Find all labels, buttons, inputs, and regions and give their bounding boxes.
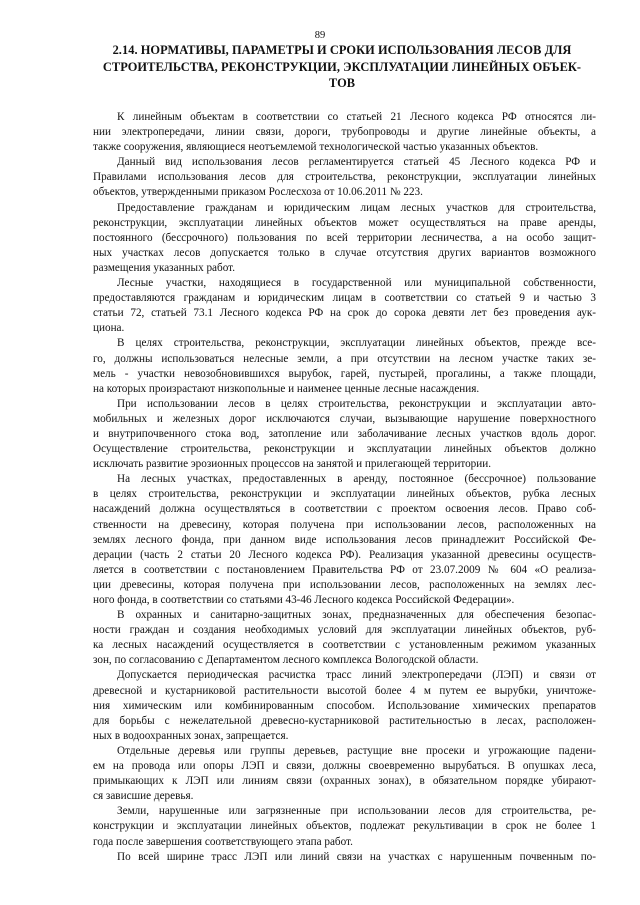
text-line: ных участках лесов допускается только в случае отсутствия других вариантов возможного [93,246,596,259]
heading-line: 2.14. НОРМАТИВЫ, ПАРАМЕТРЫ И СРОКИ ИСПОЛЬЗОВАНИЯ ЛЕСОВ ДЛЯ [112,43,572,57]
text-line: статьи 72, статьей 73.1 Лесного кодекса РФ на срок до сорока девяти лет без проведения аук- [93,307,596,320]
text-line: На лесных участках, предоставленных в аренду, постоянное (бессрочное) пользование [117,473,596,486]
paragraph [93,110,596,155]
paragraph [93,336,596,396]
text-line: постоянного (бессрочного) пользования по всей территории лесничества, а на особо защит- [93,231,596,244]
text-line: Осуществление строительства, реконструкции и эксплуатации линейных объектов должно [93,443,596,456]
text-line: года после завершения соответствующего этапа работ. [93,835,353,848]
text-line: По всей ширине трасс ЛЭП или линий связи на участках с нарушенным почвенным по- [117,850,596,863]
text-line: К линейным объектам в соответствии со статьей 21 Лесного кодекса РФ относятся ли- [117,111,596,123]
text-line: ции древесины, которая получена при использовании лесов, расположенных на землях лес- [93,578,596,591]
text-line: размещения указанных работ. [93,261,235,274]
text-line: В целях строительства, реконструкции, эксплуатации линейных объектов, прежде все- [117,337,596,350]
text-line: В охранных и санитарно-защитных зонах, предназначенных для обеспечения безопас- [117,609,596,622]
text-line: мобильных и железных дорог исключаются случаи, вызывающие нарушение поверхностного [93,412,596,425]
text-line: предоставляются гражданам и юридическим лицам в соответствии со статьей 9 и частью 3 [93,292,596,305]
body-text [93,110,596,865]
text-line: примыкающих к ЛЭП или линиям связи (охранных зонах), в обязательном порядке убирают- [93,775,596,788]
text-line: циона. [93,322,125,335]
text-line: нии электропередачи, линии связи, дороги, трубопроводы и другие линейные объекты, а [93,126,596,139]
text-line: дерации (часть 2 статьи 20 Лесного кодекса РФ). Реализация указанной древесины осуществ- [93,548,596,561]
text-line: Данный вид использования лесов регламентируется статьей 45 Лесного кодекса РФ и [117,156,596,169]
paragraph [93,850,596,865]
text-line: в целях строительства, реконструкции и эксплуатации линейных объектов, рубка лесных [93,488,596,501]
paragraph [93,804,596,849]
text-line: землях лесного фонда, при данном виде использования лесов принадлежит Российской Фе- [93,533,596,546]
text-line: го, должны использоваться нелесные земли, а при отсутствии на лесном участке таких зе- [93,352,596,365]
heading-line: СТРОИТЕЛЬСТВА, РЕКОНСТРУКЦИИ, ЭКСПЛУАТАЦИИ ЛИНЕЙНЫХ ОБЪЕК- [102,59,582,74]
paragraph [93,155,596,200]
text-line: на которых произрастают низкопольные и наименее ценные лесные насаждения. [93,382,480,395]
text-line: ных в водоохранных зонах, запрещается. [93,729,289,742]
text-line: Отдельные деревья или группы деревьев, растущие вне просеки и угрожающие падени- [117,744,596,757]
text-line: ственности на древесину, которая получена при использовании лесов, расположенных на [93,518,596,531]
text-line: ка лесных насаждений осуществляется в соответствии с установленным режимом указанных [93,639,596,652]
text-line: и внутрипочвенного стока вод, затопление или заболачивание лесных участков вдоль дорог. [93,427,596,440]
text-line: Допускается периодическая расчистка трасс линий электропередачи (ЛЭП) и связи от [117,669,596,682]
text-line: При использовании лесов в целях строительства, реконструкции и эксплуатации авто- [117,397,596,410]
paragraph [93,201,596,276]
text-line: древесной и кустарниковой растительности высотой более 4 м путем ее вырубки, уничтоже- [93,684,596,697]
heading-line: ТОВ [328,76,356,90]
paragraph [93,472,596,608]
text-line: реконструкции, эксплуатации линейных объектов может осуществляться на праве аренды, [93,216,596,229]
text-line: Правилами использования лесов для строительства, реконструкции, эксплуатации линейных [93,171,596,184]
paragraph [93,276,596,336]
page-number: 89 [314,30,326,41]
text-line: для борьбы с нежелательной древесно-кустарниковой растительностью в лесах, расположен- [93,714,596,727]
text-line: насаждений должна осуществляться в соответствии с проектом освоения лесов. Право соб- [93,503,596,516]
text-line: зон, по согласованию с Департаментом лесного комплекса Вологодской области. [93,654,479,667]
text-line: Земли, нарушенные или загрязненные при использовании лесов для строительства, ре- [117,805,596,818]
text-line: также сооружения, являющиеся неотъемлемой технологической частью указанных объектов. [93,141,539,154]
text-line: конструкции и эксплуатации линейных объектов, подлежат рекультивации в срок не более 1 [93,820,596,833]
text-line: ности граждан и создания необходимых условий для эксплуатации линейных объектов, руб- [93,624,596,637]
text-line: объектов, утвержденными приказом Рослесхоза от 10.06.2011 № 223. [93,186,423,199]
text-line: ем на провода или опоры ЛЭП и связи, должны своевременно вырубаться. В опушках леса, [93,760,596,773]
text-line: Лесные участки, находящиеся в государственной или муниципальной собственности, [117,277,596,290]
paragraph [93,668,596,743]
paragraph [93,397,596,472]
text-line: ния химическим или комбинированным способом. Использование химических препаратов [93,699,596,712]
text-line: мель - участки невозобновившихся вырубок, гарей, пустырей, прогалины, а также площади, [93,367,596,380]
section-heading [92,42,592,92]
text-line: ся зависшие деревья. [93,790,194,803]
text-line: ляется в соответствии с постановлением Правительства РФ от 23.07.2009 № 604 «О реализа- [93,563,596,576]
paragraph [93,744,596,804]
text-line: ного фонда, в соответствии со статьями 43-46 Лесного кодекса Российской Федерации». [93,594,515,606]
text-line: Предоставление гражданам и юридическим лицам лесных участков для строительства, [117,201,596,214]
paragraph [93,608,596,668]
text-line: исключать развитие эрозионных процессов на занятой и прилегающей территории. [93,458,492,471]
